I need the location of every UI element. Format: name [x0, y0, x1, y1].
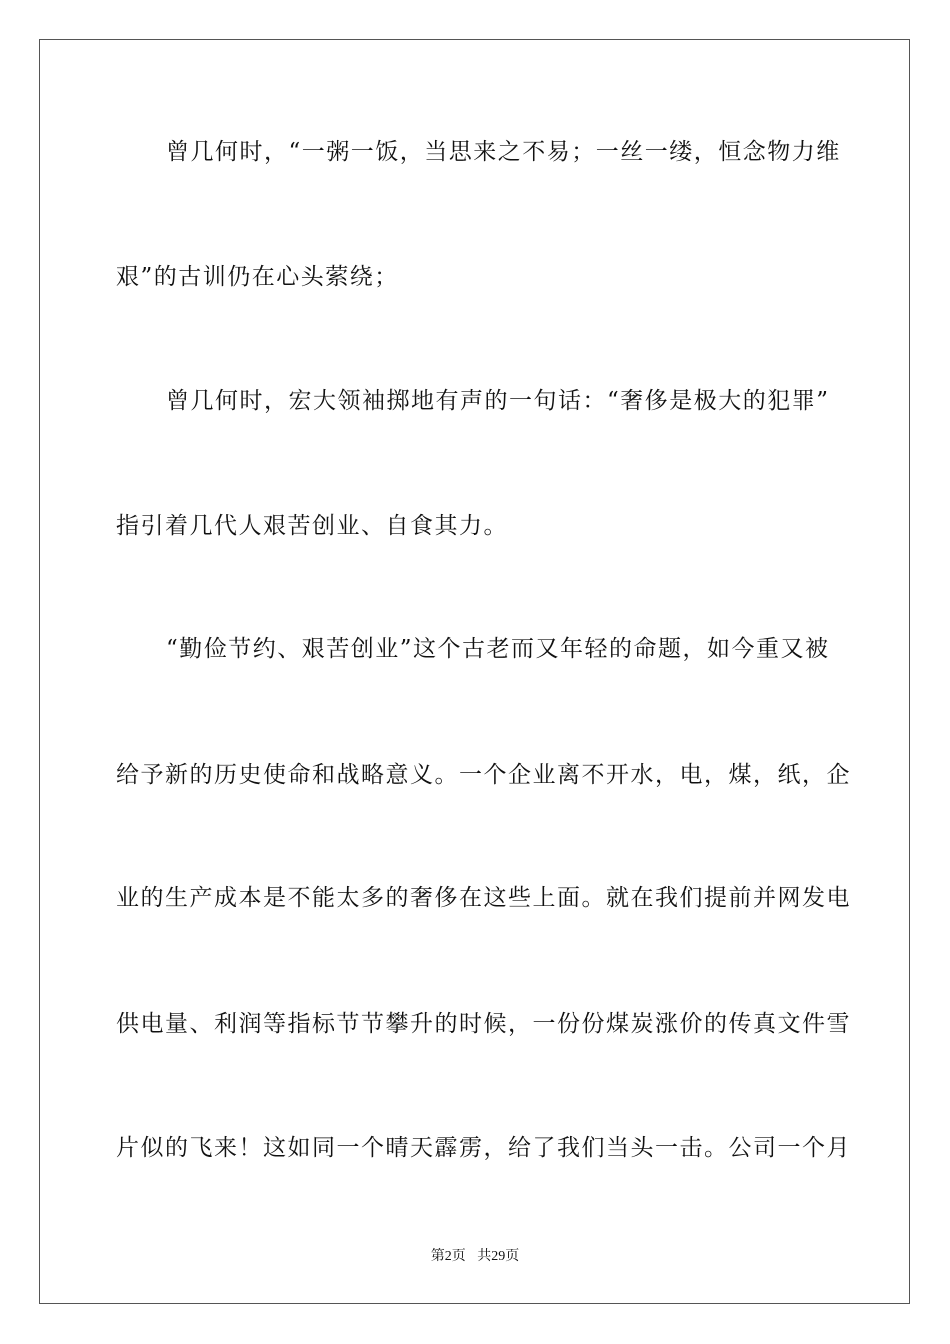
paragraph-3-line-2: 给予新的历史使命和战略意义。一个企业离不开水，电，煤，纸，企: [116, 762, 851, 788]
paragraph-1-line-2: 艰”的古训仍在心头萦绕；: [116, 264, 399, 290]
page-footer: [0, 1248, 950, 1266]
paragraph-3-line-5: 片似的飞来！这如同一个晴天霹雳，给了我们当头一击。公司一个月: [116, 1135, 851, 1161]
paragraph-2-line-1: 曾几何时，宏大领袖掷地有声的一句话：“奢侈是极大的犯罪”: [166, 388, 830, 414]
paragraph-3-line-1: “勤俭节约、艰苦创业”这个古老而又年轻的命题，如今重又被: [166, 636, 830, 662]
page-frame: [39, 39, 910, 1304]
paragraph-2-line-2: 指引着几代人艰苦创业、自食其力。: [116, 513, 508, 539]
paragraph-1-line-1: 曾几何时，“一粥一饭，当思来之不易；一丝一缕，恒念物力维: [166, 139, 841, 165]
page-number: 第2页: [430, 1249, 466, 1264]
paragraph-3-line-3: 业的生产成本是不能太多的奢侈在这些上面。就在我们提前并网发电: [116, 885, 851, 911]
total-pages: 共29页: [477, 1249, 520, 1264]
paragraph-3-line-4: 供电量、利润等指标节节攀升的时候，一份份煤炭涨价的传真文件雪: [116, 1011, 851, 1037]
